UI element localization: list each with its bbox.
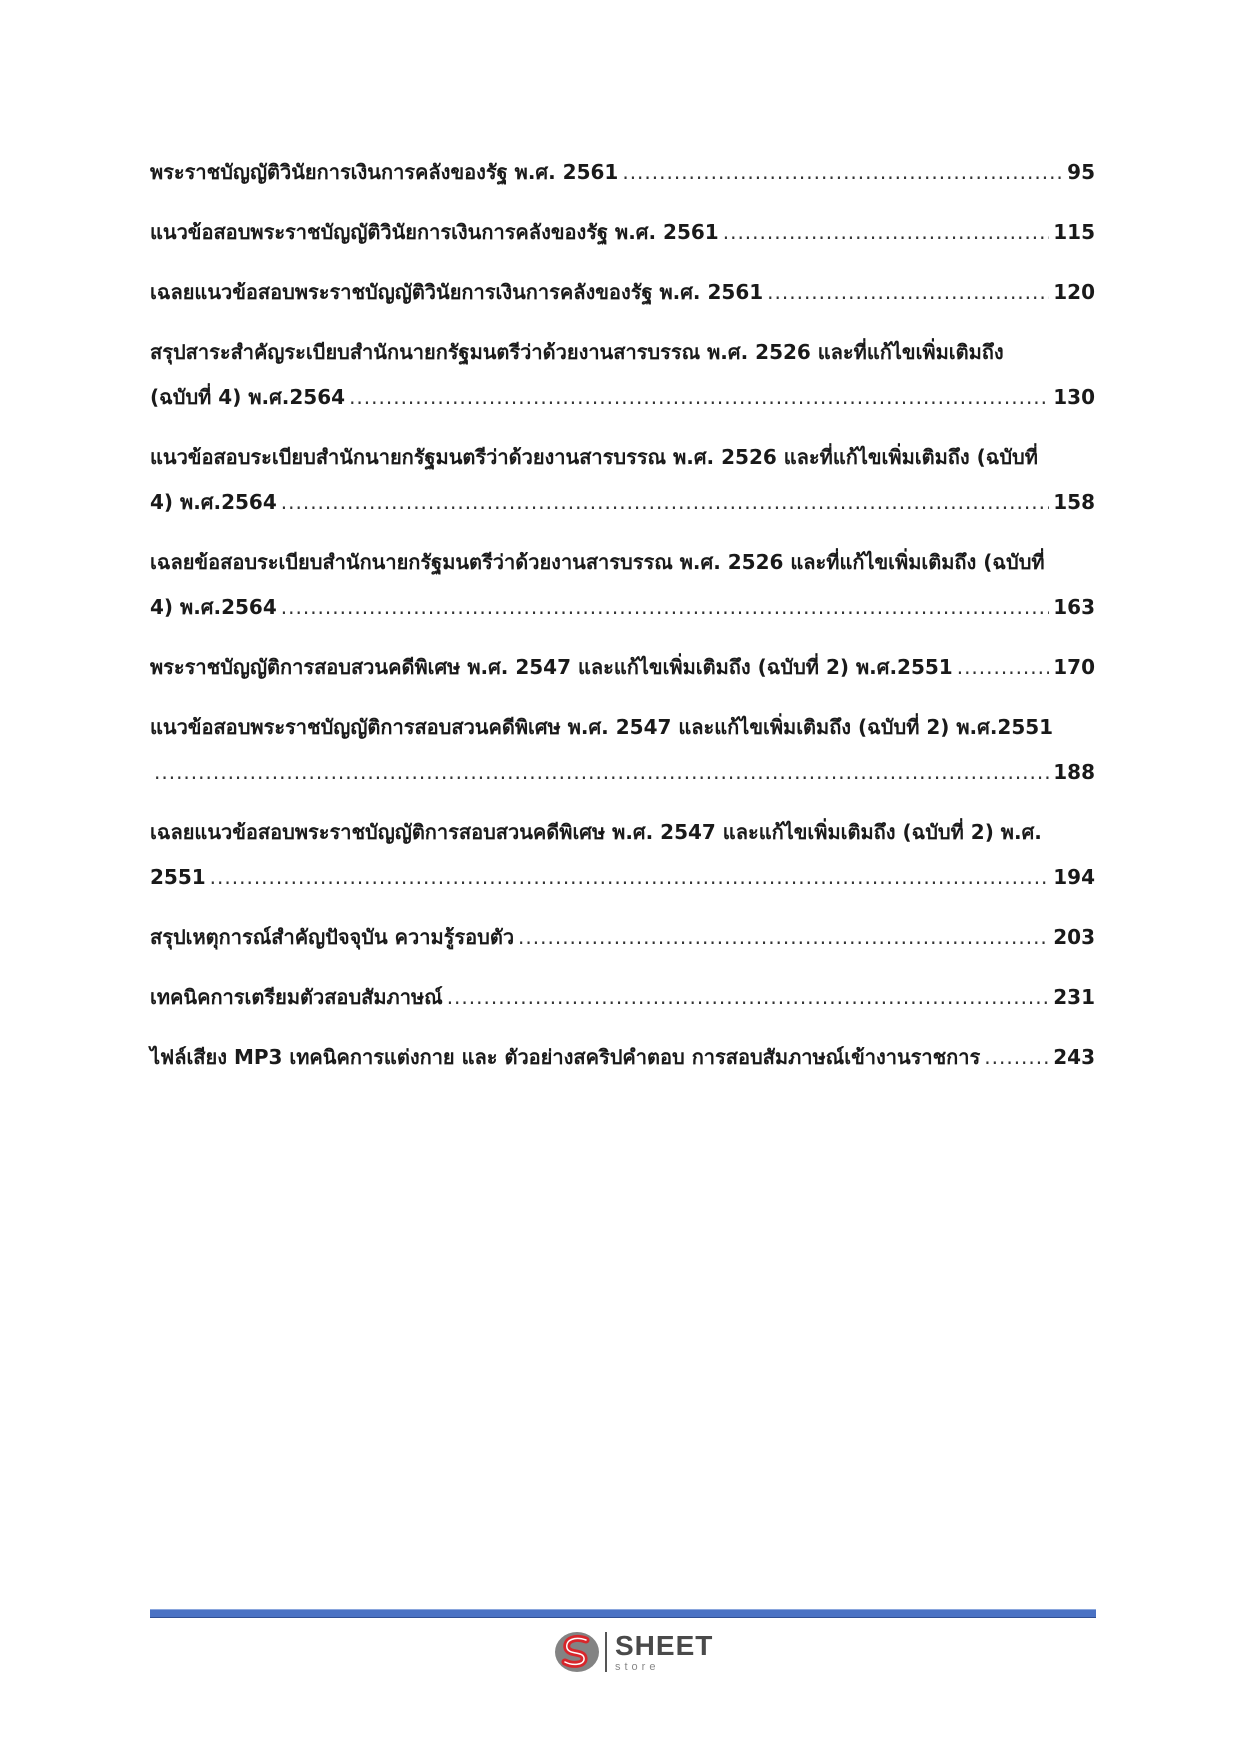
toc-page-number: 95 (1067, 160, 1095, 184)
toc-entry[interactable] (150, 810, 1095, 900)
toc-page-number: 170 (1053, 655, 1095, 679)
toc-page-number: 203 (1053, 925, 1095, 949)
toc-entry[interactable] (150, 435, 1095, 525)
toc-page-number: 158 (1053, 490, 1095, 514)
toc-entry-title-line: เฉลยแนวข้อสอบพระราชบัญญัติการสอบสวนคดีพิเศษ พ.ศ. 2547 และแก้ไขเพิ่มเติมถึง (ฉบับที่ 2) พ.ศ. (150, 820, 1042, 844)
leader-dots (281, 480, 1049, 525)
toc-entry-title-line: แนวข้อสอบระเบียบสำนักนายกรัฐมนตรีว่าด้วยงานสารบรรณ พ.ศ. 2526 และที่แก้ไขเพิ่มเติมถึง (ฉบับที่ (150, 445, 1038, 469)
toc-page-number: 243 (1053, 1045, 1095, 1069)
toc-entry-title: เฉลยแนวข้อสอบพระราชบัญญัติวินัยการเงินการคลังของรัฐ พ.ศ. 2561 (150, 280, 764, 304)
toc-entry-title: (ฉบับที่ 4) พ.ศ.2564 (150, 385, 346, 409)
toc-entry[interactable] (150, 540, 1095, 630)
toc-entry[interactable] (150, 645, 1095, 690)
toc-entry[interactable] (150, 1035, 1095, 1080)
sheet-store-logo-icon (553, 1628, 601, 1676)
logo-brand-word: SHEET (615, 1629, 714, 1661)
leader-dots (349, 375, 1049, 420)
toc-page-number: 163 (1053, 595, 1095, 619)
toc-entry-title: เทคนิคการเตรียมตัวสอบสัมภาษณ์ (150, 985, 443, 1009)
toc-entry-title: แนวข้อสอบพระราชบัญญัติวินัยการเงินการคลังของรัฐ พ.ศ. 2561 (150, 220, 719, 244)
leader-dots (154, 750, 1049, 795)
toc-entry-title-line: แนวข้อสอบพระราชบัญญัติการสอบสวนคดีพิเศษ พ.ศ. 2547 และแก้ไขเพิ่มเติมถึง (ฉบับที่ 2) พ.ศ.2551 (150, 715, 1054, 739)
logo-brand-sub: store (615, 1660, 660, 1673)
toc-entry-title: 4) พ.ศ.2564 (150, 490, 277, 514)
table-of-contents (150, 150, 1095, 1095)
toc-entry[interactable] (150, 915, 1095, 960)
toc-page-number: 194 (1053, 865, 1095, 889)
toc-entry-title-line: สรุปสาระสำคัญระเบียบสำนักนายกรัฐมนตรีว่าด้วยงานสารบรรณ พ.ศ. 2526 และที่แก้ไขเพิ่มเติมถึง (150, 340, 1004, 364)
logo-wordmark (615, 1629, 714, 1673)
leader-dots (281, 585, 1049, 630)
leader-dots (767, 270, 1049, 315)
toc-page-number: 188 (1053, 760, 1095, 784)
toc-entry-title: สรุปเหตุการณ์สำคัญปัจจุบัน ความรู้รอบตัว (150, 925, 515, 949)
toc-page-number: 231 (1053, 985, 1095, 1009)
logo-divider (605, 1632, 607, 1672)
toc-entry[interactable] (150, 150, 1095, 195)
toc-entry[interactable] (150, 330, 1095, 420)
toc-entry-title-line: เฉลยข้อสอบระเบียบสำนักนายกรัฐมนตรีว่าด้วยงานสารบรรณ พ.ศ. 2526 และที่แก้ไขเพิ่มเติมถึง (ฉบับที่ (150, 550, 1045, 574)
toc-page-number: 115 (1053, 220, 1095, 244)
toc-page-number: 130 (1053, 385, 1095, 409)
toc-entry[interactable] (150, 975, 1095, 1020)
leader-dots (210, 855, 1050, 900)
toc-entry-title: พระราชบัญญัติวินัยการเงินการคลังของรัฐ พ.ศ. 2561 (150, 160, 619, 184)
toc-entry-title: ไฟล์เสียง MP3 เทคนิคการแต่งกาย และ ตัวอย่างสคริปคำตอบ การสอบสัมภาษณ์เข้างานราชการ (150, 1045, 981, 1069)
toc-page-number: 120 (1053, 280, 1095, 304)
sheet-store-logo (553, 1628, 713, 1676)
toc-entry[interactable] (150, 270, 1095, 315)
toc-entry[interactable] (150, 705, 1095, 795)
leader-dots (957, 645, 1050, 690)
leader-dots (447, 975, 1050, 1020)
leader-dots (622, 150, 1063, 195)
leader-dots (518, 915, 1049, 960)
toc-entry-title: พระราชบัญญัติการสอบสวนคดีพิเศษ พ.ศ. 2547 และแก้ไขเพิ่มเติมถึง (ฉบับที่ 2) พ.ศ.2551 (150, 655, 953, 679)
leader-dots (984, 1035, 1049, 1080)
leader-dots (723, 210, 1050, 255)
toc-entry-title: 2551 (150, 865, 206, 889)
footer-rule (150, 1609, 1096, 1618)
toc-entry[interactable] (150, 210, 1095, 255)
toc-entry-title: 4) พ.ศ.2564 (150, 595, 277, 619)
